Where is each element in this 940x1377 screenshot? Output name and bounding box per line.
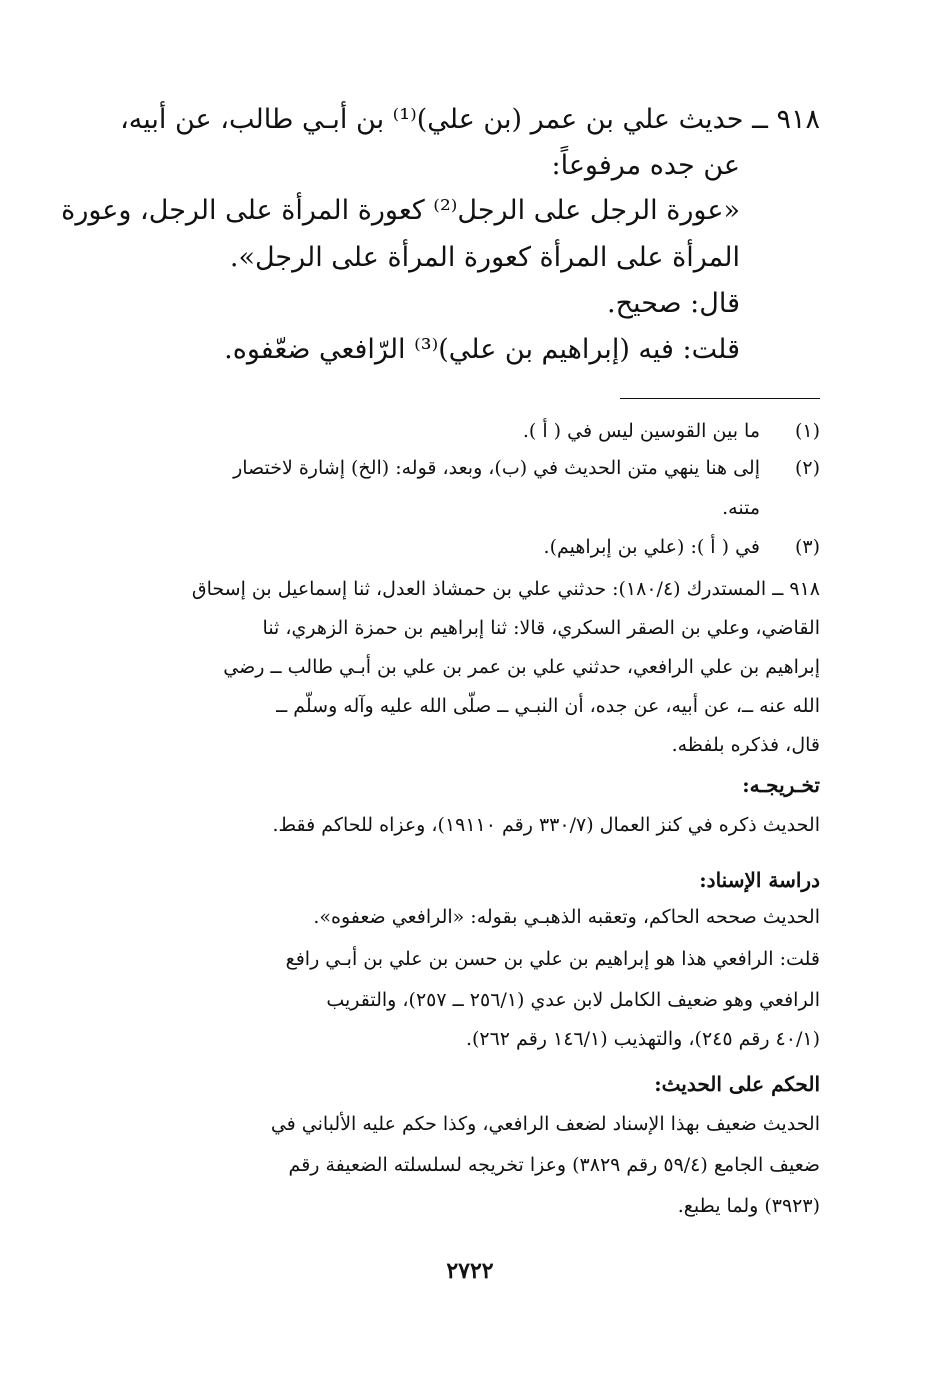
isnad-line: (٤٠/١ رقم ٢٤٥)، والتهذيب (١٤٦/١ رقم ٢٦٢). bbox=[465, 1028, 820, 1050]
takhrij-line: الحديث ذكره في كنز العمال (٣٣٠/٧ رقم ١٩١١٠)، وعزاه للحاكم فقط. bbox=[272, 814, 820, 836]
hadith-line: عن جده مرفوعاً: bbox=[551, 150, 740, 181]
footnote-number: (٣) bbox=[794, 536, 820, 558]
hukm-line: ضعيف الجامع (٥٩/٤ رقم ٣٨٢٩) وعزا تخريجه لسلسلته الضعيفة رقم bbox=[288, 1154, 820, 1176]
source-line: ٩١٨ ــ المستدرك (١٨٠/٤): حدثني علي بن حمشاذ العدل، ثنا إسماعيل بن إسحاق bbox=[191, 578, 820, 600]
isnad-line: الحديث صححه الحاكم، وتعقبه الذهبـي بقوله: «الرافعي ضعفوه». bbox=[313, 906, 820, 928]
hukm-line: الحديث ضعيف بهذا الإسناد لضعف الرافعي، وكذا حكم عليه الألباني في bbox=[270, 1113, 820, 1135]
source-line: قال، فذكره بلفظه. bbox=[671, 734, 820, 756]
source-line: الله عنه ــ، عن أبيه، عن جده، أن النبـي ــ صلّى الله عليه وآله وسلّم ــ bbox=[276, 695, 820, 717]
footnote-continuation bbox=[120, 497, 820, 527]
source-line: القاضي، وعلي بن الصقر السكري، قالا: ثنا إبراهيم بن حمزة الزهري، ثنا bbox=[262, 617, 820, 639]
footnote-text: في ( أ ): (علي بن إبراهيم). bbox=[543, 536, 760, 558]
footnote-number: (٢) bbox=[794, 457, 820, 479]
isnad-heading: دراسة الإسناد: bbox=[699, 868, 820, 892]
footnote-text: متنه. bbox=[722, 497, 760, 519]
hadith-line: ٩١٨ ــ حديث علي بن عمر (بن علي)⁽¹⁾ بن أبـي طالب، عن أبيه، bbox=[120, 104, 820, 135]
footnote-text: ما بين القوسين ليس في ( أ ). bbox=[522, 420, 760, 442]
hadith-line: قلت: فيه (إبراهيم بن علي)⁽³⁾ الرّافعي ضعّفوه. bbox=[224, 334, 740, 365]
footnote bbox=[120, 420, 820, 450]
takhrij-heading: تخـريجـه: bbox=[742, 773, 820, 797]
hadith-line: قال: صحيح. bbox=[607, 288, 740, 319]
footnote bbox=[120, 536, 820, 566]
isnad-line: الرافعي وهو ضعيف الكامل لابن عدي (٢٥٦/١ ــ ٢٥٧)، والتقريب bbox=[326, 989, 820, 1011]
footnote bbox=[120, 457, 820, 487]
hukm-line: (٣٩٢٣) ولما يطبع. bbox=[677, 1195, 820, 1217]
hadith-line: المرأة على المرأة كعورة المرأة على الرجل». bbox=[229, 242, 740, 273]
footnote-number: (١) bbox=[794, 420, 820, 442]
isnad-line: قلت: الرافعي هذا هو إبراهيم بن علي بن حسن بن علي بن أبـي رافع bbox=[285, 948, 820, 970]
page-number: ٢٧٢٢ bbox=[446, 1258, 494, 1284]
source-line: إبراهيم بن علي الرافعي، حدثني علي بن عمر بن علي بن أبـي طالب ــ رضي bbox=[223, 656, 820, 678]
hadith-line: «عورة الرجل على الرجل⁽²⁾ كعورة المرأة على الرجل، وعورة bbox=[61, 195, 740, 226]
footnote-separator bbox=[620, 398, 820, 399]
footnote-text: إلى هنا ينهي متن الحديث في (ب)، وبعد، قوله: (الخ) إشارة لاختصار bbox=[233, 457, 760, 479]
hukm-heading: الحكم على الحديث: bbox=[654, 1072, 820, 1096]
